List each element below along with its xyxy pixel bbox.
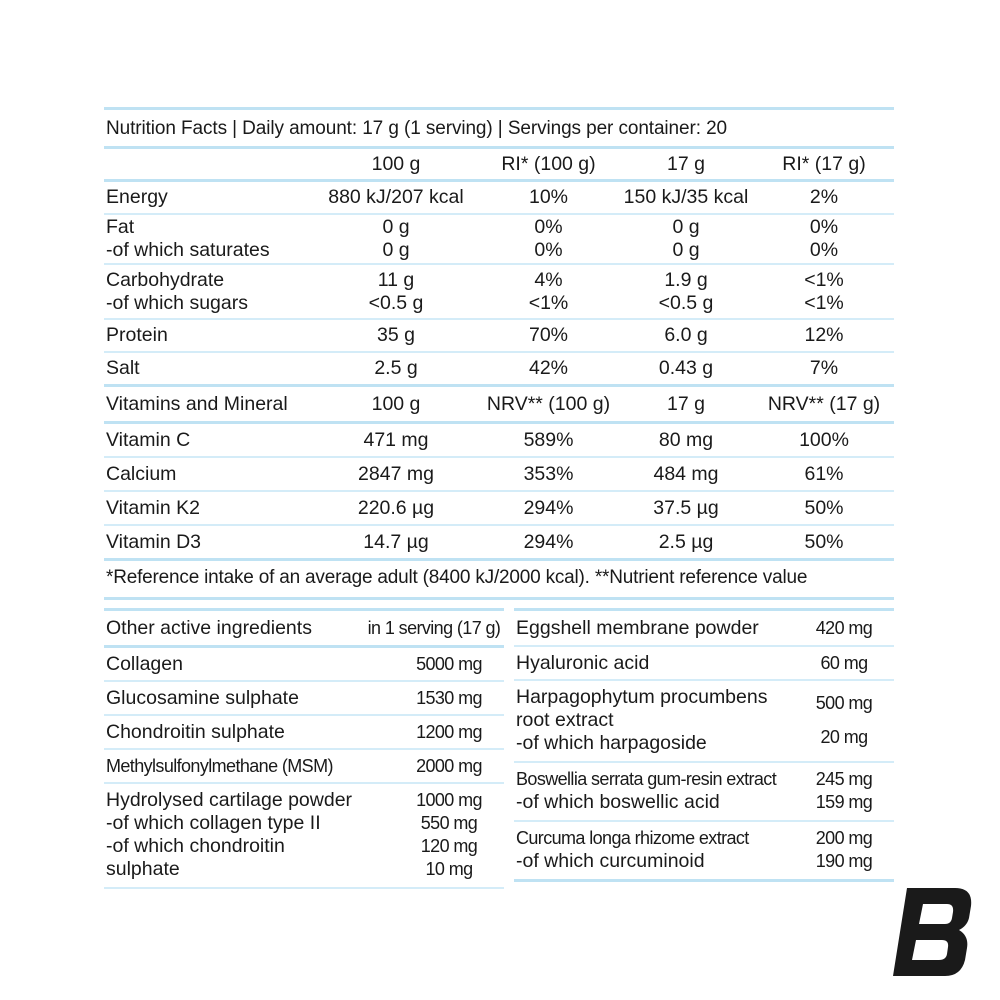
- value-line: 11 g: [377, 268, 415, 291]
- row-label: Vitamin C: [106, 428, 191, 451]
- value-line: <1%: [804, 291, 844, 314]
- amount-line: 200 mg: [815, 828, 873, 848]
- ingredients-left-column: [104, 608, 504, 889]
- ingredient-line: Hydrolysed cartilage powder: [106, 789, 353, 811]
- nutrition-label: [104, 107, 894, 600]
- row-label: Vitamin K2: [106, 496, 200, 519]
- value-line: <0.5 g: [368, 291, 424, 314]
- cell: 6.0 g: [664, 324, 708, 346]
- ingredient-line: sulphate: [106, 858, 180, 880]
- cell: 10%: [528, 186, 569, 208]
- header-cell: 100 g: [371, 392, 421, 415]
- protein-row: [104, 320, 894, 351]
- ingredient-name: Methylsulfonylmethane (MSM): [106, 755, 333, 776]
- header-cell: 17 g: [667, 152, 705, 175]
- ingredient-name: Glucosamine sulphate: [106, 686, 299, 709]
- cell: [311, 215, 481, 263]
- cell: 50%: [804, 496, 844, 519]
- ingredient-name: [104, 789, 394, 881]
- header-cell: 17 g: [667, 392, 705, 415]
- cell: 294%: [523, 530, 574, 553]
- ingredient-name: Hyaluronic acid: [516, 651, 650, 674]
- ingredient-row: [514, 647, 894, 681]
- amount-line: 159 mg: [815, 792, 873, 812]
- ingredient-amount: [794, 768, 894, 814]
- ingredient-amount: 420 mg: [815, 617, 873, 638]
- value-line: 0%: [809, 239, 839, 261]
- ingredient-row: [104, 648, 504, 682]
- value-line: 0 g: [672, 216, 700, 238]
- logo-letter: [893, 888, 971, 976]
- header-cell: Vitamins and Mineral: [106, 392, 288, 415]
- ingredient-row: [514, 608, 894, 647]
- ingredient-amount: 1200 mg: [416, 721, 482, 742]
- value-line: <1%: [804, 268, 844, 291]
- cell: 353%: [523, 462, 574, 485]
- cell: [616, 265, 756, 318]
- vitamin-row: [104, 526, 894, 558]
- row-label: Protein: [106, 324, 168, 346]
- label-line: -of which saturates: [106, 239, 270, 261]
- cell: 150 kJ/35 kcal: [623, 186, 749, 208]
- ingredient-row: [104, 716, 504, 750]
- value-line: 4%: [534, 268, 563, 291]
- value-line: 0%: [809, 216, 839, 238]
- ingredients-right-column: [514, 608, 894, 882]
- cell: [311, 265, 481, 318]
- ingredient-amount: 60 mg: [820, 652, 868, 673]
- fat-row: [104, 215, 894, 263]
- cell: 2.5 g: [374, 357, 418, 379]
- cell: [616, 215, 756, 263]
- cell: 484 mg: [653, 462, 719, 485]
- carbohydrate-row: [104, 265, 894, 318]
- ingredient-amount: 1530 mg: [416, 687, 482, 708]
- vitamins-header-row: [104, 387, 894, 421]
- amount-line: 120 mg: [420, 836, 478, 856]
- ingredient-name: Chondroitin sulphate: [106, 720, 285, 743]
- ingredient-amount: 5000 mg: [416, 653, 482, 674]
- vitamin-row: [104, 458, 894, 490]
- label-line: -of which sugars: [106, 291, 248, 314]
- ingredient-amount: [794, 686, 894, 755]
- cell: 2%: [809, 186, 839, 208]
- row-label: Calcium: [106, 462, 177, 485]
- amount-line: 550 mg: [420, 813, 478, 833]
- other-ingredients: [104, 608, 894, 898]
- value-line: 0 g: [382, 239, 410, 261]
- ingredient-name: Eggshell membrane powder: [516, 616, 759, 639]
- cell: [756, 215, 892, 263]
- ingredient-line: -of which harpagoside: [516, 732, 707, 754]
- value-line: <1%: [528, 291, 569, 314]
- value-line: 0 g: [672, 239, 700, 261]
- cell: 2.5 µg: [658, 530, 714, 553]
- ingredient-row-cartilage: [104, 784, 504, 889]
- rule: [104, 597, 894, 600]
- header-cell: NRV** (100 g): [486, 392, 611, 415]
- label-line: Carbohydrate: [106, 268, 225, 291]
- cell: 70%: [528, 324, 569, 346]
- amount-line: 190 mg: [815, 851, 873, 871]
- amount-line: 20 mg: [820, 727, 868, 748]
- value-line: 0 g: [382, 216, 410, 238]
- row-label: Energy: [106, 186, 168, 208]
- cell: 100%: [799, 428, 849, 451]
- cell: 220.6 µg: [357, 496, 435, 519]
- ingredient-line: Harpagophytum procumbens: [516, 686, 768, 708]
- ingredient-name: [514, 827, 794, 873]
- amount-line: 10 mg: [425, 859, 473, 879]
- cell: 14.7 µg: [363, 530, 429, 553]
- value-line: 0%: [534, 239, 563, 261]
- cell: 2847 mg: [358, 462, 434, 485]
- ingredients-header-row: [104, 608, 504, 648]
- ingredient-line: root extract: [516, 709, 614, 731]
- cell: 80 mg: [658, 428, 714, 451]
- salt-row: [104, 353, 894, 384]
- ingredient-row-curcuma: [514, 822, 894, 882]
- cell: [481, 265, 616, 318]
- ingredient-line: -of which chondroitin: [106, 835, 285, 857]
- cell: 294%: [523, 496, 574, 519]
- ingredient-line: -of which curcuminoid: [516, 850, 705, 872]
- row-label: Salt: [106, 357, 140, 379]
- ingredient-name: [514, 686, 794, 755]
- row-label: Vitamin D3: [106, 530, 202, 553]
- nutrition-title: Nutrition Facts | Daily amount: 17 g (1 serving) | Servings per container: 20: [106, 118, 728, 139]
- value-line: 0%: [534, 216, 563, 238]
- ingredient-amount: [394, 789, 504, 881]
- amount-line: 1000 mg: [416, 790, 482, 810]
- ingredient-row-boswellia: [514, 763, 894, 822]
- cell: 42%: [528, 357, 569, 379]
- row-label: [104, 265, 311, 318]
- cell: [481, 215, 616, 263]
- energy-row: [104, 182, 894, 213]
- header-cell: 100 g: [371, 152, 421, 175]
- vitamin-row: [104, 424, 894, 456]
- ingredient-line: Curcuma longa rhizome extract: [516, 828, 749, 848]
- ingredient-name: [514, 768, 794, 814]
- ingredient-row: [104, 750, 504, 784]
- ingredient-row-harpagophytum: [514, 681, 894, 763]
- ingredient-line: Boswellia serrata gum-resin extract: [516, 769, 777, 789]
- header-cell: RI* (100 g): [501, 152, 596, 175]
- header-cell: NRV** (17 g): [767, 392, 881, 415]
- ingredient-name: Collagen: [106, 652, 183, 675]
- cell: 880 kJ/207 kcal: [328, 186, 464, 208]
- amount-line: 500 mg: [815, 692, 873, 713]
- cell: 471 mg: [363, 428, 429, 451]
- cell: 50%: [804, 530, 844, 553]
- cell: 7%: [809, 357, 839, 379]
- cell: 37.5 µg: [653, 496, 719, 519]
- vitamin-row: [104, 492, 894, 524]
- cell: 35 g: [377, 324, 415, 346]
- footnote: *Reference intake of an average adult (8400 kJ/2000 kcal). **Nutrient reference value: [106, 567, 808, 588]
- cell: 12%: [804, 324, 844, 346]
- ingredient-amount: 2000 mg: [416, 755, 482, 776]
- ingredient-line: -of which collagen type II: [106, 812, 321, 834]
- ingredients-header-label: Other active ingredients: [106, 616, 312, 639]
- cell: 589%: [523, 428, 574, 451]
- cell: 61%: [804, 462, 844, 485]
- value-line: <0.5 g: [658, 291, 714, 314]
- label-line: Fat: [106, 216, 135, 238]
- ingredient-row: [104, 682, 504, 716]
- ingredient-line: -of which boswellic acid: [516, 791, 720, 813]
- header-cell: RI* (17 g): [782, 152, 866, 175]
- row-label: [104, 215, 311, 263]
- cell: 0.43 g: [658, 357, 714, 379]
- amount-line: 245 mg: [815, 769, 873, 789]
- ingredients-header-amount: in 1 serving (17 g): [367, 617, 501, 638]
- nutrition-header-row: [104, 149, 894, 179]
- cell: [756, 265, 892, 318]
- brand-logo-b-icon: [893, 884, 975, 980]
- value-line: 1.9 g: [664, 268, 708, 291]
- ingredient-amount: [794, 827, 894, 873]
